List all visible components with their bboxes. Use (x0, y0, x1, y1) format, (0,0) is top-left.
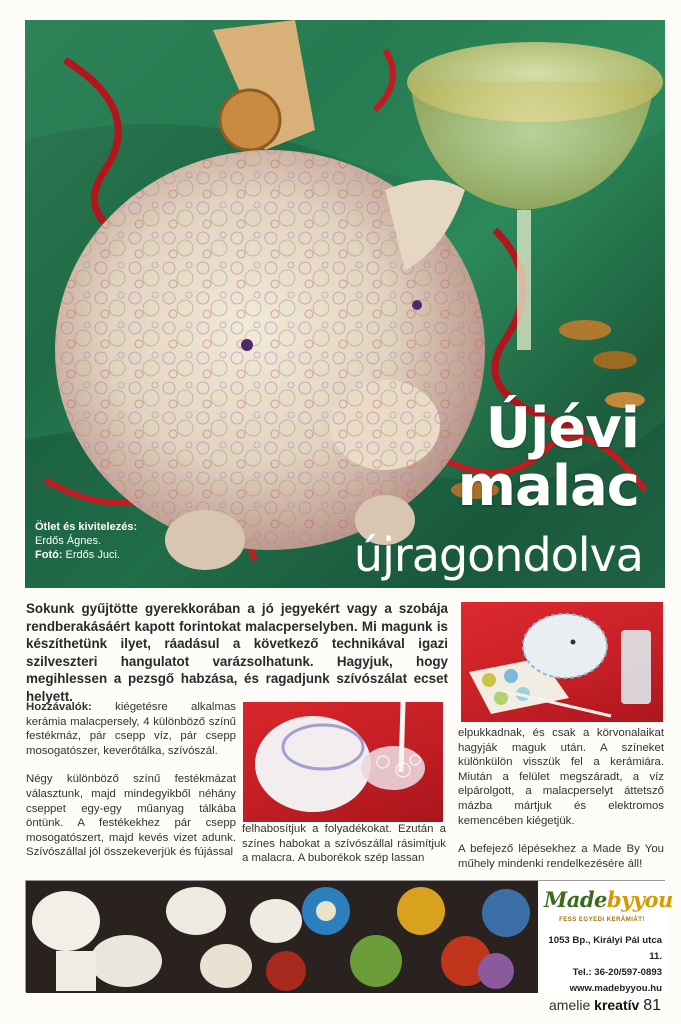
body-column-3 (458, 726, 664, 885)
bubbling-illustration (243, 702, 443, 822)
logo-wordmark (544, 887, 673, 912)
intro-paragraph: Sokunk gyűjtötte gyerekkorában a jó jegyekért vagy a szobája rendberakásáért kapott forintokat malacperselyben. Mi magunk is készíthetünk ilyet, ráadásul a következő technikával igazi szilveszteri hangulatot varázsolhatunk. Hagyjuk, hogy megihlessen a pezsgő habzása, és ragadjunk szívószálat ecset helyett. (26, 601, 448, 704)
advert-address: 1053 Bp., Királyi Pál utca 11. (548, 935, 662, 962)
logo-tagline: FESS EGYEDI KERÁMIÁT! (559, 917, 645, 923)
page-number: 81 (643, 997, 661, 1014)
article-title (457, 396, 639, 519)
ingredients-label: Hozzávalók: (26, 701, 92, 713)
ceramics-photo (26, 881, 538, 993)
credit-photo-name: Erdős Juci. (65, 549, 120, 561)
method-paragraph-2: elpukkadnak, és csak a körvonalaikat hagyják maguk után. A színeket különkülön visszük fel a kerámiára. Miután a felület megszáradt, a víz elpárolgott, a malacperselyt áttetsző mázba mártjuk és elektromos kemencében kiégetjük. (458, 727, 664, 827)
finished-pig-illustration (461, 602, 663, 722)
ceramics-illustration (26, 881, 538, 993)
article-subtitle: újragondolva (353, 528, 643, 582)
footer-section: kreatív (594, 997, 640, 1013)
madebyyou-logo (544, 887, 673, 925)
logo-you: you (632, 887, 673, 912)
body-column-2: felhabosítjuk a folyadékokat. Ezután a színes habokat a szívószállal rásimítjuk a malacra. A buborékok szép lassan (242, 823, 446, 865)
advert-website[interactable]: www.madebyyou.hu (569, 983, 662, 994)
advert-phone: Tel.: 36-20/597-0893 (572, 967, 662, 978)
credit-photo-label: Fotó: (35, 549, 63, 561)
madebyyou-advert (25, 880, 673, 994)
page-footer (549, 997, 661, 1015)
ingredients-paragraph (26, 700, 236, 758)
step-photo-finished-pig (461, 602, 663, 722)
advert-contact (538, 933, 662, 997)
closing-paragraph: A befejező lépésekhez a Made By You műhely mindenki rendelkezésére áll! (458, 843, 664, 870)
photo-credits (35, 520, 137, 562)
credit-idea-name: Erdős Ágnes. (35, 535, 102, 547)
hero-photo (25, 20, 665, 588)
advert-info-panel (538, 881, 673, 994)
logo-made: Made (544, 887, 607, 912)
logo-by: by (606, 887, 633, 912)
step-photo-bubbling (243, 702, 443, 822)
body-column-1 (26, 700, 236, 874)
ingredients-text: kiégetésre alkalmas kerámia malacpersely, 4 különböző színű festékmáz, pár csepp víz, pár csepp mosogatószer, keverőtálka, szívószál. (26, 701, 236, 757)
method-paragraph-1: Négy különböző színű festékmázat választunk, majd mindegyikből néhány cseppet egy-egy műanyag tálkába öntünk. A festékekhez pár csepp mosogatószert, majd kevés vizet adunk. Szívószállal jól összekeverjük és fújással (26, 773, 236, 859)
footer-brand: amelie (549, 997, 591, 1013)
title-line-1: Újévi (485, 396, 639, 461)
title-line-2: malac (457, 454, 639, 519)
credit-idea-label: Ötlet és kivitelezés: (35, 521, 138, 533)
